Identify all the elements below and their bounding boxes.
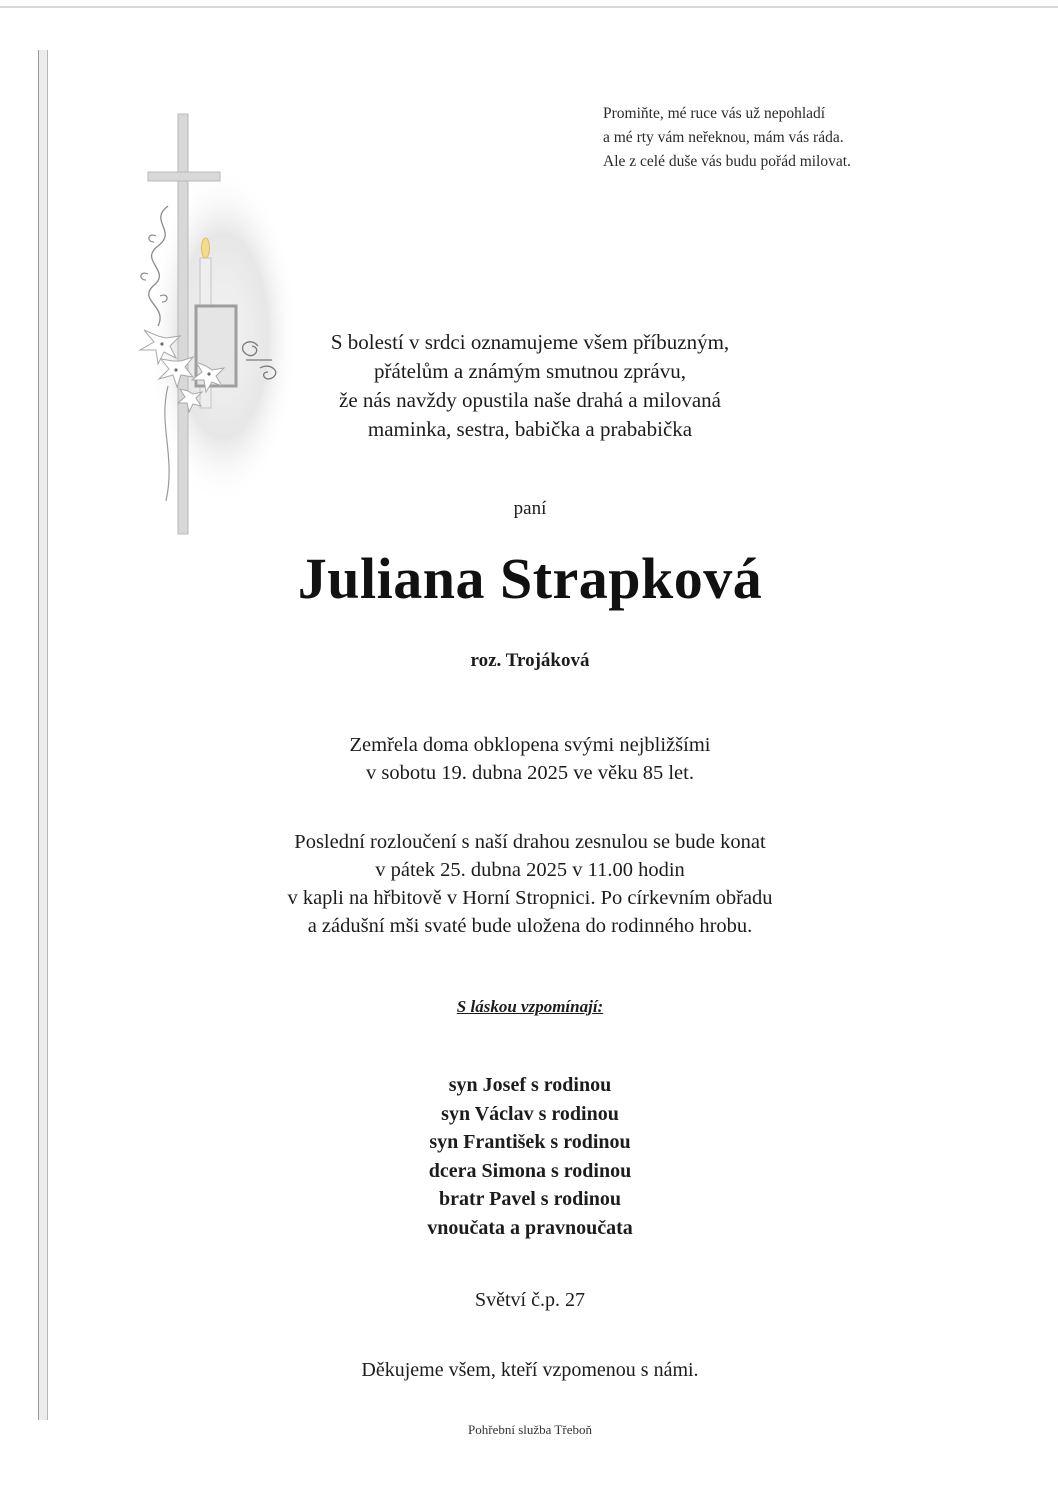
honorific: paní bbox=[513, 498, 547, 519]
mourner-item: vnoučata a pravnoučata bbox=[427, 1216, 633, 1239]
mourners-list bbox=[60, 1071, 1000, 1242]
mourner-item: syn Josef s rodinou bbox=[448, 1074, 612, 1096]
mourner-item: syn Václav s rodinou bbox=[441, 1102, 619, 1125]
poem-line: Ale z celé duše vás budu pořád milovat. bbox=[603, 153, 851, 170]
mourner-item: syn František s rodinou bbox=[429, 1131, 631, 1153]
poem-line: a mé rty vám neřeknou, mám vás ráda. bbox=[603, 129, 844, 146]
thanks-line: Děkujeme všem, kteří vzpomenou s námi. bbox=[361, 1359, 699, 1381]
scan-edge-line bbox=[0, 6, 1058, 8]
maiden-name: roz. Trojáková bbox=[470, 650, 590, 671]
mourner-item: dcera Simona s rodinou bbox=[428, 1159, 632, 1182]
ceremony-line: v kapli na hřbitově v Horní Stropnici. Po církevním obřadu bbox=[287, 887, 773, 909]
family-address: Světví č.p. 27 bbox=[475, 1289, 585, 1311]
deceased-name: Juliana Strapková bbox=[297, 546, 763, 611]
ceremony-line: Poslední rozloučení s naší drahou zesnulou se bude konat bbox=[294, 831, 766, 853]
funeral-service-footer: Pohřební služba Třeboň bbox=[468, 1422, 592, 1437]
death-notice-line: v sobotu 19. dubna 2025 ve věku 85 let. bbox=[366, 762, 694, 784]
ceremony-details bbox=[60, 828, 1000, 940]
announcement-line: maminka, sestra, babička a prababička bbox=[367, 417, 693, 441]
announcement-line: S bolestí v srdci oznamujeme všem příbuzným, bbox=[330, 330, 730, 354]
mourner-item: bratr Pavel s rodinou bbox=[438, 1188, 622, 1210]
epitaph-poem bbox=[603, 102, 1023, 174]
announcement-line: že nás navždy opustila naše drahá a milovaná bbox=[339, 388, 721, 412]
announcement-line: přátelům a známým smutnou zprávu, bbox=[374, 359, 686, 383]
decorative-left-border bbox=[38, 50, 48, 1420]
death-notice-line: Zemřela doma obklopena svými nejbližšími bbox=[349, 734, 711, 756]
announcement-text bbox=[180, 328, 880, 444]
cross-candle-lilies-icon bbox=[128, 106, 298, 536]
ceremony-line: v pátek 25. dubna 2025 v 11.00 hodin bbox=[375, 859, 685, 881]
ceremony-line: a zádušní mši svaté bude uložena do rodinného hrobu. bbox=[307, 915, 753, 937]
poem-line: Promiňte, mé ruce vás už nepohladí bbox=[603, 105, 826, 122]
death-notice bbox=[60, 731, 1000, 787]
mourners-heading: S láskou vzpomínají: bbox=[456, 997, 604, 1016]
